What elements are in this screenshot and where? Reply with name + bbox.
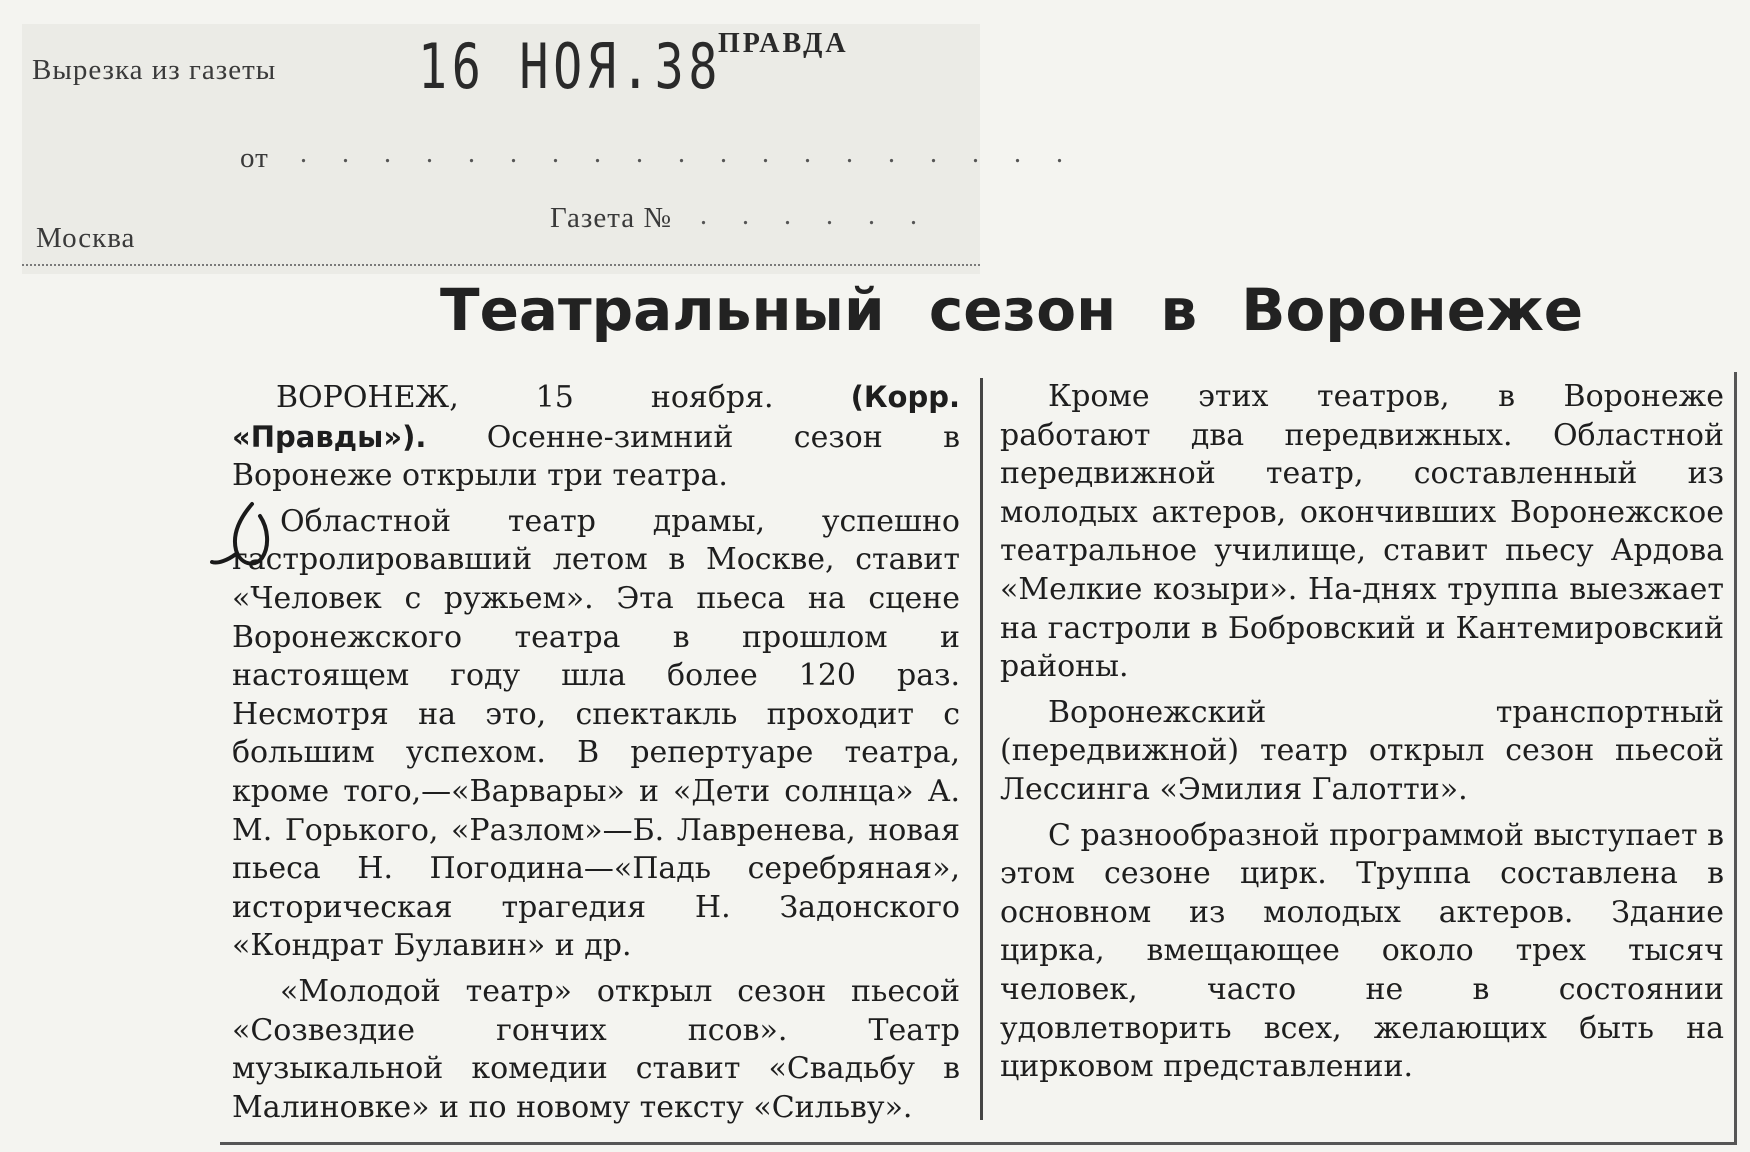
right-paragraph-3: С разнообразной программой выступает в этом сезоне цирк. Труппа составлена в основном из молодых актеров. Здание цирка, вмещающее около трех тысяч человек, часто не в состоянии удовлетворить всех, желающих быть на цирковом представлении. [1000,817,1724,1085]
article-headline: Театральный сезон в Воронеже [440,276,1584,344]
left-paragraph-3: «Молодой театр» открыл сезон пьесой «Созвездие гончих псов». Театр музыкальной комедии ставит «Свадьбу в Малиновке» и по новому тексту «Сильву». [232,973,960,1125]
left-paragraph-2: Областной театр драмы, успешно гастролировавший летом в Москве, ставит «Человек с ружьем». Эта пьеса на сцене Воронежского театра в прошлом и настоящем году шла более 120 раз. Несмотря на это, спектакль проходит с большим успехом. В репертуаре театра, кроме того,—«Варвары» и «Дети солнца» А. М. Горького, «Разлом»—Б. Лавренева, новая пьеса Н. Погодина—«Падь серебряная», историческая трагедия Н. Задонского «Кондрат Булавин» и др. [232,503,960,964]
article-right-column [1000,378,1724,1094]
issue-label: Газета № [550,202,673,234]
dateline-source: (Корр. «Правды»). [232,380,960,454]
right-paragraph-2: Воронежский транспортный (передвижной) театр открыл сезон пьесой Лессинга «Эмилия Галотти». [1000,694,1724,807]
city-label: Москва [36,222,136,254]
date-stamp: 16 НОЯ.38 [418,30,723,103]
clipping-label: Вырезка из газеты [32,54,277,86]
column-divider [980,378,983,1120]
dateline-place: ВОРОНЕЖ, 15 ноября. [276,380,774,415]
issue-dotted-line: . . . . . . [700,200,931,231]
dateline-paragraph [232,378,960,496]
slip-divider [22,264,980,266]
newspaper-stamp: ПРАВДА [718,28,849,59]
left-paragraph-1: Осенне-зимний сезон в Воронеже открыли три театра. [232,419,960,494]
article-left-column [232,378,960,1134]
from-label: от [240,142,269,174]
from-dotted-line: . . . . . . . . . . . . . . . . . . . [300,138,1077,169]
pencil-mark-icon [210,498,300,588]
right-paragraph-1: Кроме этих театров, в Воронеже работают два передвижных. Областной передвижной театр, составленный из молодых актеров, окончивших Воронежское театральное училище, ставит пьесу Ардова «Мелкие козыри». На-днях труппа выезжает на гастроли в Бобровский и Кантемировский районы. [1000,379,1724,685]
